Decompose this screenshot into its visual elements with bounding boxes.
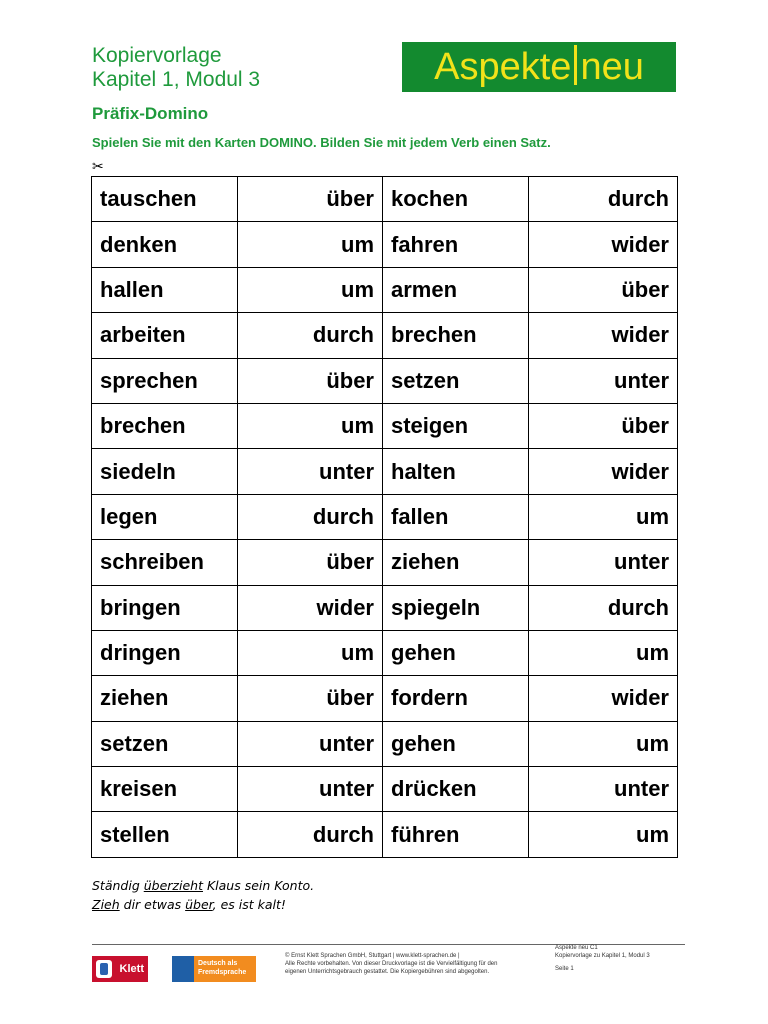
domino-prefix-cell: über bbox=[238, 540, 383, 585]
domino-row bbox=[92, 449, 678, 494]
domino-prefix-cell: unter bbox=[529, 767, 678, 812]
domino-prefix-cell: wider bbox=[529, 313, 678, 358]
domino-prefix-cell: um bbox=[238, 630, 383, 675]
domino-table-body bbox=[92, 177, 678, 858]
domino-verb-cell: fahren bbox=[383, 222, 529, 267]
example-text: Ständig bbox=[92, 878, 144, 893]
domino-row bbox=[92, 630, 678, 675]
domino-prefix-cell: unter bbox=[529, 358, 678, 403]
klett-mark-icon bbox=[96, 960, 112, 978]
domino-prefix-cell: wider bbox=[238, 585, 383, 630]
scissors-icon: ✂ bbox=[92, 158, 104, 174]
domino-prefix-cell: um bbox=[529, 630, 678, 675]
domino-verb-cell: bringen bbox=[92, 585, 238, 630]
domino-verb-cell: brechen bbox=[383, 313, 529, 358]
domino-verb-cell: dringen bbox=[92, 630, 238, 675]
domino-verb-cell: denken bbox=[92, 222, 238, 267]
domino-prefix-cell: um bbox=[529, 721, 678, 766]
domino-row bbox=[92, 403, 678, 448]
daf-logo bbox=[172, 956, 256, 982]
domino-verb-cell: fallen bbox=[383, 494, 529, 539]
copyright-line-3: eigenen Unterrichtsgebrauch gestattet. Die Kopiergebühren sind abgegolten. bbox=[285, 969, 490, 975]
example-text: Klaus sein Konto. bbox=[202, 878, 315, 893]
domino-verb-cell: spiegeln bbox=[383, 585, 529, 630]
domino-verb-cell: stellen bbox=[92, 812, 238, 857]
domino-prefix-cell: um bbox=[529, 812, 678, 857]
domino-prefix-cell: um bbox=[238, 403, 383, 448]
domino-verb-cell: setzen bbox=[92, 721, 238, 766]
domino-verb-cell: tauschen bbox=[92, 177, 238, 222]
domino-verb-cell: kochen bbox=[383, 177, 529, 222]
example-underlined-verb: überzieht bbox=[143, 878, 203, 893]
example-underlined-verb: Zieh bbox=[92, 897, 120, 912]
example-underlined-prefix: über bbox=[185, 897, 213, 912]
copyright-notice bbox=[285, 952, 537, 976]
domino-prefix-cell: wider bbox=[529, 222, 678, 267]
domino-verb-cell: drücken bbox=[383, 767, 529, 812]
aspekte-neu-logo bbox=[402, 42, 676, 92]
course-line-2: Kopiervorlage zu Kapitel 1, Modul 3 bbox=[555, 953, 650, 959]
domino-prefix-cell: durch bbox=[529, 585, 678, 630]
daf-line-1: Deutsch als bbox=[198, 960, 238, 967]
copyright-line-2: Alle Rechte vorbehalten. Von dieser Druckvorlage ist die Vervielfältigung für den bbox=[285, 961, 498, 967]
domino-row bbox=[92, 585, 678, 630]
logo-left-text: Aspekte bbox=[434, 46, 572, 88]
domino-prefix-cell: unter bbox=[529, 540, 678, 585]
domino-verb-cell: steigen bbox=[383, 403, 529, 448]
domino-prefix-cell: durch bbox=[238, 313, 383, 358]
example-sentence-1 bbox=[92, 876, 314, 895]
course-line-1: Aspekte neu C1 bbox=[555, 945, 598, 951]
klett-logo-text: Klett bbox=[119, 963, 144, 975]
domino-verb-cell: gehen bbox=[383, 721, 529, 766]
domino-verb-cell: halten bbox=[383, 449, 529, 494]
logo-divider bbox=[574, 45, 577, 85]
domino-prefix-cell: unter bbox=[238, 449, 383, 494]
domino-verb-cell: kreisen bbox=[92, 767, 238, 812]
page-title: Präfix-Domino bbox=[92, 104, 209, 123]
domino-verb-cell: sprechen bbox=[92, 358, 238, 403]
header-title bbox=[92, 44, 260, 92]
instruction-text: Spielen Sie mit den Karten DOMINO. Bilden Sie mit jedem Verb einen Satz. bbox=[92, 135, 551, 150]
domino-prefix-cell: unter bbox=[238, 767, 383, 812]
header-line-1: Kopiervorlage bbox=[92, 44, 222, 67]
domino-prefix-cell: durch bbox=[238, 494, 383, 539]
domino-row bbox=[92, 676, 678, 721]
domino-verb-cell: ziehen bbox=[383, 540, 529, 585]
domino-verb-cell: gehen bbox=[383, 630, 529, 675]
klett-logo bbox=[92, 956, 148, 982]
domino-row bbox=[92, 222, 678, 267]
domino-prefix-cell: um bbox=[238, 267, 383, 312]
copyright-line-1: © Ernst Klett Sprachen GmbH, Stuttgart | www.klett-sprachen.de | bbox=[285, 953, 460, 959]
domino-verb-cell: armen bbox=[383, 267, 529, 312]
domino-row bbox=[92, 494, 678, 539]
domino-table bbox=[91, 176, 678, 858]
daf-line-2: Fremdsprache bbox=[198, 969, 247, 976]
example-text: , es ist kalt! bbox=[212, 897, 286, 912]
domino-verb-cell: siedeln bbox=[92, 449, 238, 494]
domino-verb-cell: hallen bbox=[92, 267, 238, 312]
domino-row bbox=[92, 767, 678, 812]
example-text: dir etwas bbox=[119, 897, 186, 912]
domino-row bbox=[92, 812, 678, 857]
domino-prefix-cell: wider bbox=[529, 676, 678, 721]
domino-verb-cell: schreiben bbox=[92, 540, 238, 585]
domino-prefix-cell: um bbox=[238, 222, 383, 267]
daf-logo-text bbox=[198, 959, 246, 977]
domino-prefix-cell: durch bbox=[529, 177, 678, 222]
domino-verb-cell: legen bbox=[92, 494, 238, 539]
domino-verb-cell: fordern bbox=[383, 676, 529, 721]
domino-row bbox=[92, 540, 678, 585]
domino-prefix-cell: über bbox=[238, 358, 383, 403]
page-number: Seite 1 bbox=[555, 966, 574, 972]
domino-row bbox=[92, 267, 678, 312]
daf-mark-icon bbox=[172, 956, 194, 982]
header-line-2: Kapitel 1, Modul 3 bbox=[92, 68, 261, 91]
domino-prefix-cell: durch bbox=[238, 812, 383, 857]
domino-verb-cell: setzen bbox=[383, 358, 529, 403]
example-sentence-2 bbox=[92, 895, 314, 914]
domino-row bbox=[92, 177, 678, 222]
domino-prefix-cell: wider bbox=[529, 449, 678, 494]
domino-row bbox=[92, 313, 678, 358]
domino-verb-cell: führen bbox=[383, 812, 529, 857]
domino-prefix-cell: über bbox=[529, 267, 678, 312]
domino-prefix-cell: unter bbox=[238, 721, 383, 766]
example-sentences bbox=[92, 876, 314, 914]
domino-prefix-cell: um bbox=[529, 494, 678, 539]
domino-row bbox=[92, 721, 678, 766]
domino-row bbox=[92, 358, 678, 403]
domino-verb-cell: ziehen bbox=[92, 676, 238, 721]
logo-right-text: neu bbox=[580, 46, 644, 88]
course-info bbox=[555, 944, 650, 960]
domino-prefix-cell: über bbox=[238, 177, 383, 222]
domino-prefix-cell: über bbox=[529, 403, 678, 448]
domino-verb-cell: arbeiten bbox=[92, 313, 238, 358]
domino-verb-cell: brechen bbox=[92, 403, 238, 448]
domino-prefix-cell: über bbox=[238, 676, 383, 721]
